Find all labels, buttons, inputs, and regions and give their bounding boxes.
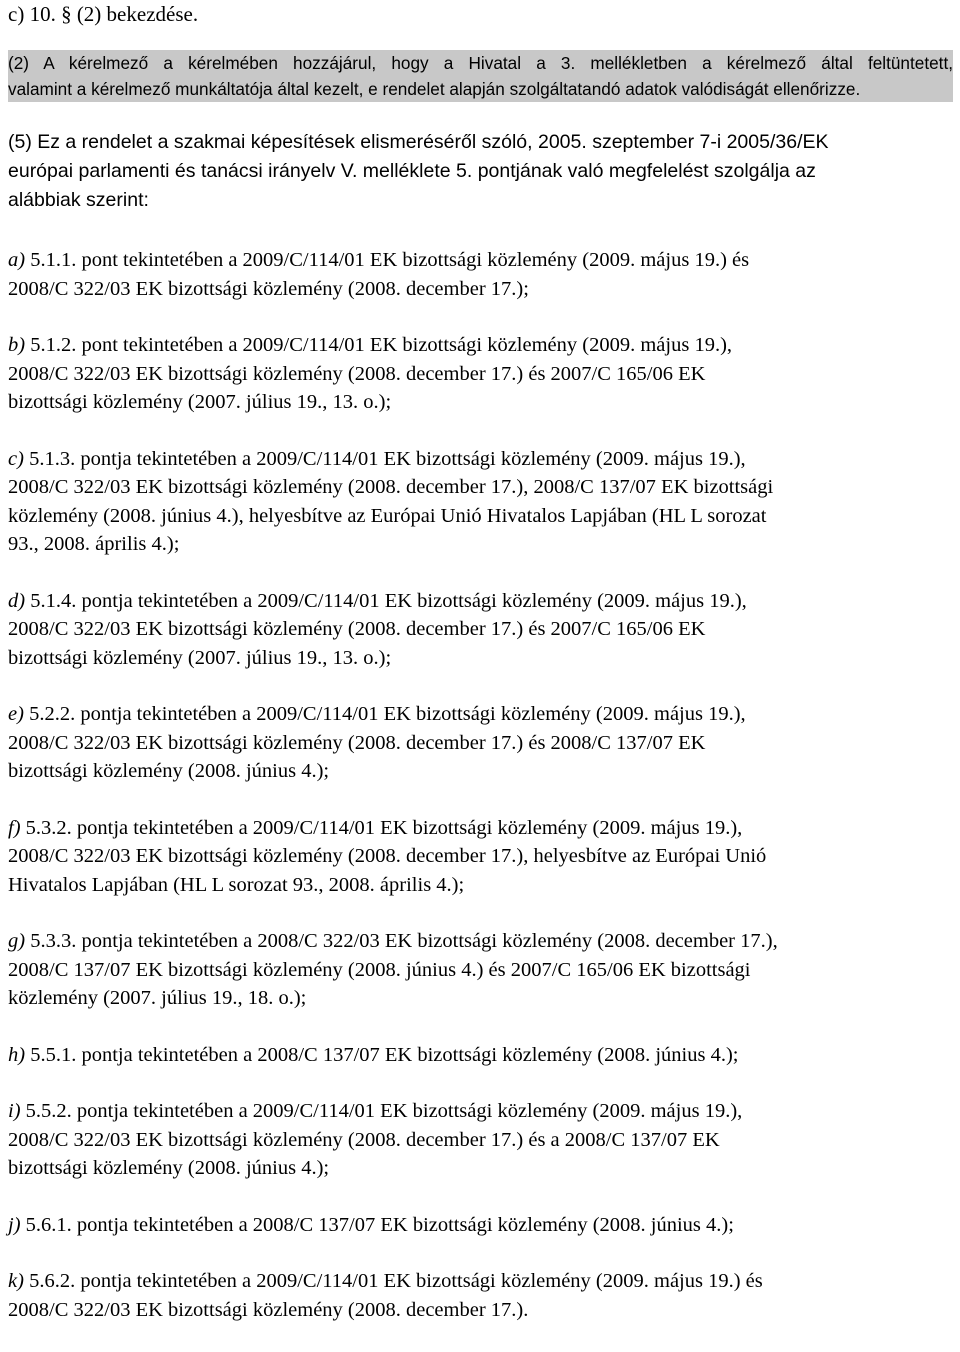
item-text: 5.1.3. pontja tekintetében a 2009/C/114/01 EK bizottsági közlemény (2009. május 19.), xyxy=(23,447,746,470)
item-text: 5.3.3. pontja tekintetében a 2008/C 322/03 EK bizottsági közlemény (2008. december 17.), xyxy=(25,930,778,952)
item-line: bizottsági közlemény (2007. július 19., 13. o.); xyxy=(8,646,392,669)
item-letter: c) xyxy=(8,447,24,470)
item-text: 5.3.2. pontja tekintetében a 2009/C/114/01 EK bizottsági közlemény (2009. május 19.), xyxy=(20,816,743,839)
item-line xyxy=(8,1097,953,1126)
item-text: 5.5.1. pontja tekintetében a 2008/C 137/07 EK bizottsági közlemény (2008. június 4.); xyxy=(25,1043,739,1066)
item-letter: e) xyxy=(8,703,24,725)
paragraph-line: (2) A kérelmező a kérelmében hozzájárul, hogy a Hivatal a 3. mellékletben a kérelmező által feltüntetett, xyxy=(8,53,953,73)
paragraph-line: valamint a kérelmező munkáltatója által kezelt, e rendelet alapján szolgáltatandó adatok valódiságát ellenőrizze. xyxy=(8,79,861,99)
item-line xyxy=(8,445,953,474)
item-list xyxy=(8,246,953,1352)
list-item xyxy=(8,331,953,417)
item-line xyxy=(8,814,953,843)
list-item xyxy=(8,700,953,786)
item-line: 2008/C 322/03 EK bizottsági közlemény (2008. december 17.) és a 2008/C 137/07 EK xyxy=(8,1128,720,1151)
item-line: 2008/C 322/03 EK bizottsági közlemény (2008. december 17.). xyxy=(8,1298,529,1321)
item-letter: h) xyxy=(8,1043,26,1066)
item-text: 5.5.2. pontja tekintetében a 2009/C/114/01 EK bizottsági közlemény (2009. május 19.), xyxy=(20,1100,743,1122)
paragraph-line: alábbiak szerint: xyxy=(8,189,149,211)
item-line: bizottsági közlemény (2008. június 4.); xyxy=(8,1157,330,1179)
item-line: 2008/C 322/03 EK bizottsági közlemény (2008. december 17.), 2008/C 137/07 EK bizottsági xyxy=(8,476,774,498)
item-line: 2008/C 322/03 EK bizottsági közlemény (2008. december 17.) és 2008/C 137/07 EK xyxy=(8,731,706,754)
list-item xyxy=(8,246,953,303)
item-line xyxy=(8,587,953,616)
list-item xyxy=(8,1267,953,1324)
section-heading: c) 10. § (2) bekezdése. xyxy=(8,2,199,26)
item-line xyxy=(8,1267,953,1296)
item-letter: b) xyxy=(8,334,26,356)
item-line: 2008/C 137/07 EK bizottsági közlemény (2008. június 4.) és 2007/C 165/06 EK bizottsági xyxy=(8,958,751,981)
item-text: 5.1.4. pontja tekintetében a 2009/C/114/01 EK bizottsági közlemény (2009. május 19.), xyxy=(25,589,747,612)
item-line: 93., 2008. április 4.); xyxy=(8,533,180,555)
item-letter: i) xyxy=(8,1100,21,1122)
item-letter: a) xyxy=(8,249,26,271)
item-line: bizottsági közlemény (2008. június 4.); xyxy=(8,760,330,782)
item-text: 5.1.1. pont tekintetében a 2009/C/114/01 EK bizottsági közlemény (2009. május 19.) és xyxy=(25,249,750,271)
item-line: bizottsági közlemény (2007. július 19., 13. o.); xyxy=(8,391,392,413)
list-item xyxy=(8,1211,953,1240)
item-letter: f) xyxy=(8,816,21,839)
item-line: 2008/C 322/03 EK bizottsági közlemény (2008. december 17.); xyxy=(8,277,529,300)
item-line xyxy=(8,1211,953,1240)
item-line xyxy=(8,1041,953,1070)
item-line: közlemény (2007. július 19., 18. o.); xyxy=(8,987,307,1009)
item-letter: j) xyxy=(8,1213,21,1236)
list-item xyxy=(8,1041,953,1070)
item-line xyxy=(8,331,953,360)
item-letter: g) xyxy=(8,930,26,952)
item-line xyxy=(8,700,953,729)
item-line: 2008/C 322/03 EK bizottsági közlemény (2008. december 17.) és 2007/C 165/06 EK xyxy=(8,618,706,640)
list-item xyxy=(8,814,953,900)
item-line xyxy=(8,927,953,956)
item-text: 5.6.1. pontja tekintetében a 2008/C 137/07 EK bizottsági közlemény (2008. június 4.); xyxy=(20,1213,734,1236)
list-item xyxy=(8,927,953,1013)
paragraph-line: (5) Ez a rendelet a szakmai képesítések elismeréséről szóló, 2005. szeptember 7-i 2005/36/EK xyxy=(8,131,829,153)
item-line: Hivatalos Lapjában (HL L sorozat 93., 2008. április 4.); xyxy=(8,873,465,896)
highlighted-paragraph xyxy=(8,50,953,102)
list-item xyxy=(8,445,953,559)
item-letter: d) xyxy=(8,589,26,612)
item-letter: k) xyxy=(8,1270,24,1292)
item-text: 5.1.2. pont tekintetében a 2009/C/114/01 EK bizottsági közlemény (2009. május 19.), xyxy=(25,334,733,356)
paragraph-line: európai parlamenti és tanácsi irányelv V. melléklete 5. pontjának való megfelelést szolgálja az xyxy=(8,160,816,182)
item-line: 2008/C 322/03 EK bizottsági közlemény (2008. december 17.) és 2007/C 165/06 EK xyxy=(8,362,706,385)
item-text: 5.2.2. pontja tekintetében a 2009/C/114/01 EK bizottsági közlemény (2009. május 19.), xyxy=(23,703,746,725)
item-text: 5.6.2. pontja tekintetében a 2009/C/114/01 EK bizottsági közlemény (2009. május 19.) és xyxy=(23,1270,763,1292)
intro-paragraph xyxy=(8,128,953,215)
item-line xyxy=(8,246,953,275)
list-item xyxy=(8,1097,953,1183)
item-line: közlemény (2008. június 4.), helyesbítve az Európai Unió Hivatalos Lapjában (HL L sorozat xyxy=(8,504,767,527)
list-item xyxy=(8,587,953,673)
item-line: 2008/C 322/03 EK bizottsági közlemény (2008. december 17.), helyesbítve az Európai Unió xyxy=(8,845,767,867)
